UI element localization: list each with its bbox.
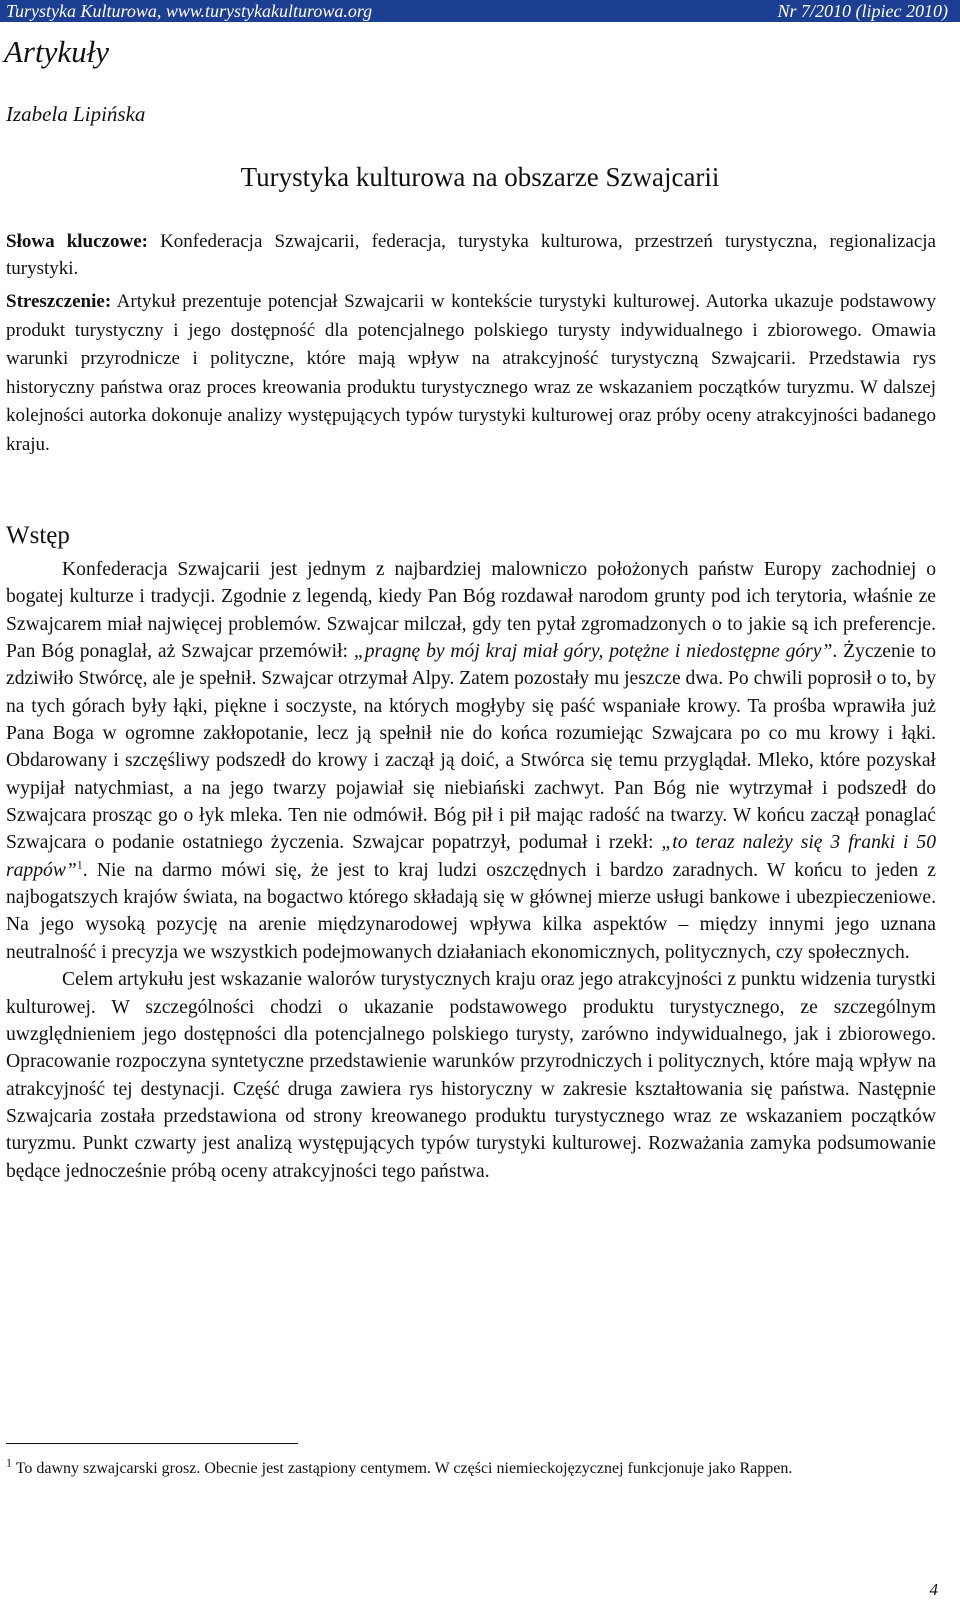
author-name: Izabela Lipińska	[6, 102, 146, 126]
paragraph-1	[6, 556, 936, 966]
paragraph-1-part-b: . Życzenie to zdziwiło Stwórcę, ale je spełnił. Szwajcar otrzymał Alpy. Zatem pozostały mu jeszcze dwa. Po chwili poprosił o to, by na tych górach były łąki, piękne i soczyste, na których mogłyby się paść wspaniałe krowy. Ta prośba wprawiła już Pana Boga w ogromne zakłopotanie, lecz ją spełnił nie do końca rozumiejąc Szwajcara po co mu krowy i łąki. Obdarowany i szczęśliwy podszedł do krowy i zaczął ją doić, a Stwórca się temu przyglądał. Mleko, które pozyskał wypijał natychmiast, a na jego twarzy pojawiał się niebiański zachwyt. Pan Bóg nie wytrzymał i podszedł do Szwajcara prosząc go o łyk mleka. Ten nie odmówił. Bóg pił i pił mając radość na twarzy. W końcu zaczął ponaglać Szwajcara o podanie ostatniego życzenia. Szwajcar popatrzył, podumał i rzekł:	[6, 641, 936, 854]
keywords	[6, 228, 936, 282]
abstract-label: Streszczenie:	[6, 291, 112, 312]
running-header	[0, 0, 960, 22]
abstract-text: Artykuł prezentuje potencjał Szwajcarii w kontekście turystyki kulturowej. Autorka ukazuje podstawowy produkt turystyczny i jego dostępność dla potencjalnego polskiego turysty indywidualnego i zbiorowego. Omawia warunki przyrodnicze i polityczne, które mają wpływ na atrakcyjność turystyczną Szwajcarii. Przedstawia rys historyczny państwa oraz proces kreowania produktu turystycznego wraz ze wskazaniem początków turyzmu. W dalszej kolejności autorka dokonuje analizy występujących typów turystyki kulturowej oraz próby oceny atrakcyjności badanego kraju.	[6, 291, 937, 455]
paragraph-1-part-c: . Nie na darmo mówi się, że jest to kraj ludzi oszczędnych i bardzo zaradnych. W końcu to jeden z najbogatszych krajów świata, na bogactwo którego składają się w głównej mierze usługi bankowe i ubezpieczeniowe. Na jego wysoką pozycję na arenie międzynarodowej wpływa kilka aspektów – między innymi jego uznana neutralność i precyzja we wszystkich podejmowanych działaniach ekonomicznych, politycznych, czy społecznych.	[6, 859, 936, 963]
paragraph-1-part-a: Konfederacja Szwajcarii jest jednym z najbardziej malowniczo położonych państw Europy zachodniej o bogatej kulturze i tradycji. Zgodnie z legendą, kiedy Pan Bóg rozdawał narodom grunty pod ich terytoria, właśnie ze Szwajcarem miał najwięcej problemów. Szwajcar milczał, gdy ten pytał zgromadzonych o to jakie są ich preferencje. Pan Bóg ponaglał, aż Szwajcar przemówił:	[6, 559, 936, 663]
footnote-number: 1	[6, 1455, 12, 1470]
section-title: Artykuły	[4, 34, 110, 69]
article-title: Turystyka kulturowa na obszarze Szwajcarii	[240, 162, 720, 192]
footnote	[6, 1456, 936, 1481]
page-number: 4	[929, 1580, 938, 1599]
journal-name: Turystyka Kulturowa, www.turystykakulturowa.org	[6, 1, 373, 21]
paragraph-2: Celem artykułu jest wskazanie walorów turystycznych kraju oraz jego atrakcyjności z punktu widzenia turystki kulturowej. W szczególności chodzi o ukazanie podstawowego produktu turystycznego, ze szczególnym uwzględnieniem jego dostępności dla potencjalnego polskiego turysty, zarówno indywidualnego, jak i zbiorowego. Opracowanie rozpoczyna syntetyczne przedstawienie warunków przyrodniczych i politycznych, które mają wpływ na atrakcyjność tej destynacji. Część druga zawiera rys historyczny w zakresie kształtowania się państwa. Następnie Szwajcaria została przedstawiona od strony kreowanego produktu turystycznego wraz ze wskazaniem początków turyzmu. Punkt czwarty jest analizą występujących typów turystyki kulturowej. Rozważania zamyka podsumowanie będące jednocześnie próbą oceny atrakcyjności tego państwa.	[6, 969, 936, 1182]
body-text	[6, 556, 936, 1185]
footnote-ref[interactable]: 1	[76, 857, 83, 872]
footnote-divider	[6, 1443, 298, 1444]
footnote-text: To dawny szwajcarski grosz. Obecnie jest zastąpiony centymem. W części niemieckojęzycznej funkcjonuje jako Rappen.	[12, 1460, 793, 1477]
quote-1: „pragnę by mój kraj miał góry, potężne i niedostępne góry”	[353, 641, 833, 663]
intro-heading: Wstęp	[6, 522, 70, 549]
keywords-label: Słowa kluczowe:	[6, 231, 148, 252]
issue-number: Nr 7/2010 (lipiec 2010)	[777, 1, 948, 21]
abstract	[6, 288, 936, 459]
quote-2: „to teraz należy się 3 franki i 50 rappów”	[6, 832, 937, 881]
keywords-text: Konfederacja Szwajcarii, federacja, turystyka kulturowa, przestrzeń turystyczna, regionalizacja turystyki.	[6, 231, 936, 279]
